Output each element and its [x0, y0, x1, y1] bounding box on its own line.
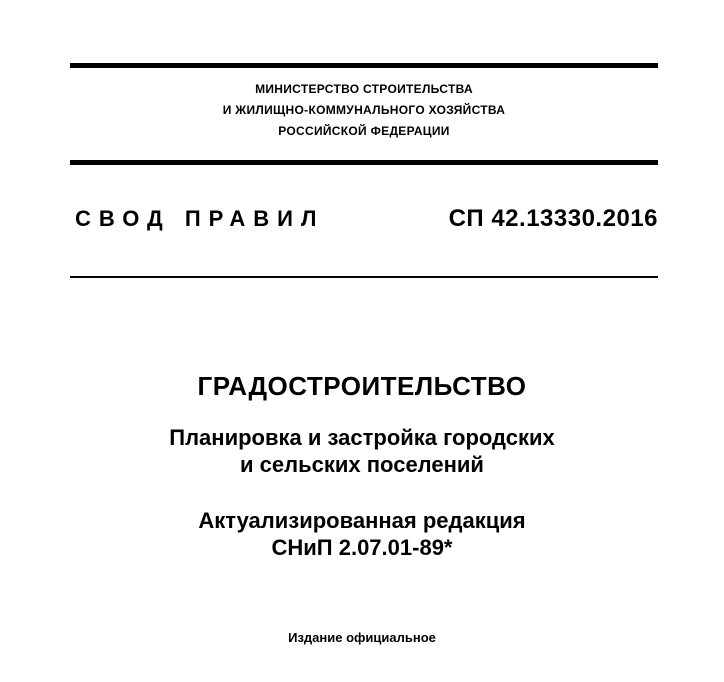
edition-note — [0, 507, 724, 561]
document-title: ГРАДОСТРОИТЕЛЬСТВО — [197, 371, 527, 401]
subtitle-line-2: и сельских поселений — [240, 452, 484, 477]
ministry-line-3: РОССИЙСКОЙ ФЕДЕРАЦИИ — [278, 124, 450, 138]
document-type-label: СВОД ПРАВИЛ — [75, 206, 325, 231]
ministry-line-1: МИНИСТЕРСТВО СТРОИТЕЛЬСТВА — [255, 82, 473, 96]
edition-line-2: СНиП 2.07.01-89* — [271, 535, 453, 560]
header-rule — [70, 160, 658, 165]
top-rule — [70, 63, 658, 68]
document-type-row — [75, 205, 658, 233]
subtitle-line-1: Планировка и застройка городских — [169, 425, 555, 450]
document-subtitle — [0, 424, 724, 478]
official-edition-note: Издание официальное — [288, 630, 436, 645]
separator-rule — [70, 276, 658, 278]
edition-line-1: Актуализированная редакция — [198, 508, 526, 533]
ministry-header — [70, 79, 658, 142]
ministry-line-2: И ЖИЛИЩНО-КОММУНАЛЬНОГО ХОЗЯЙСТВА — [222, 103, 506, 117]
document-number: СП 42.13330.2016 — [448, 205, 658, 232]
